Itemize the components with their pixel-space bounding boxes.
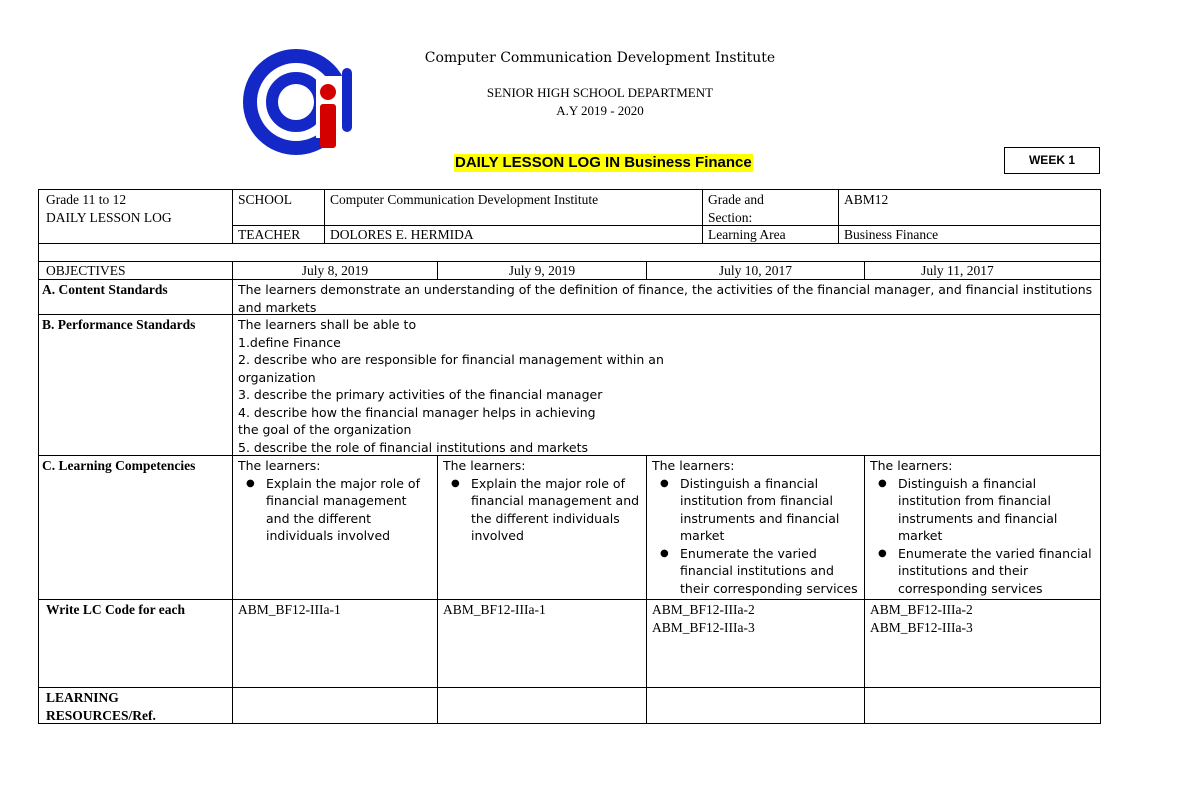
teacher-value: DOLORES E. HERMIDA	[330, 227, 474, 242]
performance-standards-label: B. Performance Standards	[42, 317, 196, 332]
competencies-day-2: The learners: ● Explain the major role of financial management and the different individuals involved	[439, 457, 646, 545]
learning-area-value: Business Finance	[844, 227, 939, 242]
performance-standards-text: The learners shall be able to 1.define Finance 2. describe who are responsible for financial management within an organization 3. describe the primary activities of the financial manager 4. describe how the financial manager helps in achieving the goal of the organization 5. describe the role of financial institutions and markets	[238, 317, 664, 455]
lc-code-day-4: ABM_BF12-IIIa-2 ABM_BF12-IIIa-3	[870, 602, 973, 635]
content-standards-label: A. Content Standards	[42, 282, 168, 297]
competencies-day-1: The learners: ● Explain the major role of financial management and the different individuals involved	[234, 457, 437, 545]
week-badge: WEEK 1	[1004, 147, 1100, 174]
list-item: ● Distinguish a financial institution from financial instruments and financial market	[870, 475, 1096, 545]
lc-code-label: Write LC Code for each	[46, 602, 185, 617]
academic-year: A.Y 2019 - 2020	[556, 103, 644, 118]
date-day-2: July 9, 2019	[508, 263, 576, 278]
teacher-label: TEACHER	[238, 227, 301, 242]
competencies-day-3: The learners: ● Distinguish a financial institution from financial instruments and financial market ● Enumerate the varied financial institutions and their corresponding services	[648, 457, 864, 597]
lc-code-day-3: ABM_BF12-IIIa-2 ABM_BF12-IIIa-3	[652, 602, 755, 635]
grade-section-value: ABM12	[844, 192, 889, 207]
learning-area-label: Learning Area	[708, 227, 786, 242]
objectives-label: OBJECTIVES	[46, 263, 126, 278]
grade-level-cell	[42, 191, 230, 226]
list-item: ● Enumerate the varied financial institutions and their corresponding services	[652, 545, 860, 598]
learning-resources-label: LEARNING RESOURCES/Ref.	[46, 690, 156, 723]
competencies-day-4: The learners: ● Distinguish a financial institution from financial instruments and financial market ● Enumerate the varied financial institutions and their corresponding services	[866, 457, 1100, 597]
date-day-3: July 10, 2017	[718, 263, 793, 278]
lc-code-day-1: ABM_BF12-IIIa-1	[238, 602, 341, 617]
grade-section-label: Grade and Section:	[708, 192, 764, 225]
department-name: SENIOR HIGH SCHOOL DEPARTMENT	[486, 85, 714, 100]
institution-name: Computer Communication Development Institute	[424, 50, 776, 66]
date-day-1: July 8, 2019	[301, 263, 369, 278]
log-type: DAILY LESSON LOG	[46, 209, 172, 225]
lc-code-day-2: ABM_BF12-IIIa-1	[443, 602, 546, 617]
school-value: Computer Communication Development Institute	[330, 192, 599, 207]
content-standards-text: The learners demonstrate an understanding of the definition of finance, the activities of the financial manager, and financial institutions and markets	[238, 282, 1093, 315]
date-day-4: July 11, 2017	[921, 263, 994, 278]
list-item: ● Explain the major role of financial management and the different individuals involved	[443, 475, 642, 545]
list-item: ● Distinguish a financial institution from financial instruments and financial market	[652, 475, 860, 545]
list-item: ● Explain the major role of financial management and the different individuals involved	[238, 475, 433, 545]
grade-level: Grade 11 to 12	[46, 192, 127, 207]
learning-competencies-label: C. Learning Competencies	[42, 458, 196, 473]
document-title: DAILY LESSON LOG IN Business Finance	[455, 154, 752, 171]
school-label: SCHOOL	[238, 192, 293, 207]
list-item: ● Enumerate the varied financial institutions and their corresponding services	[870, 545, 1096, 598]
